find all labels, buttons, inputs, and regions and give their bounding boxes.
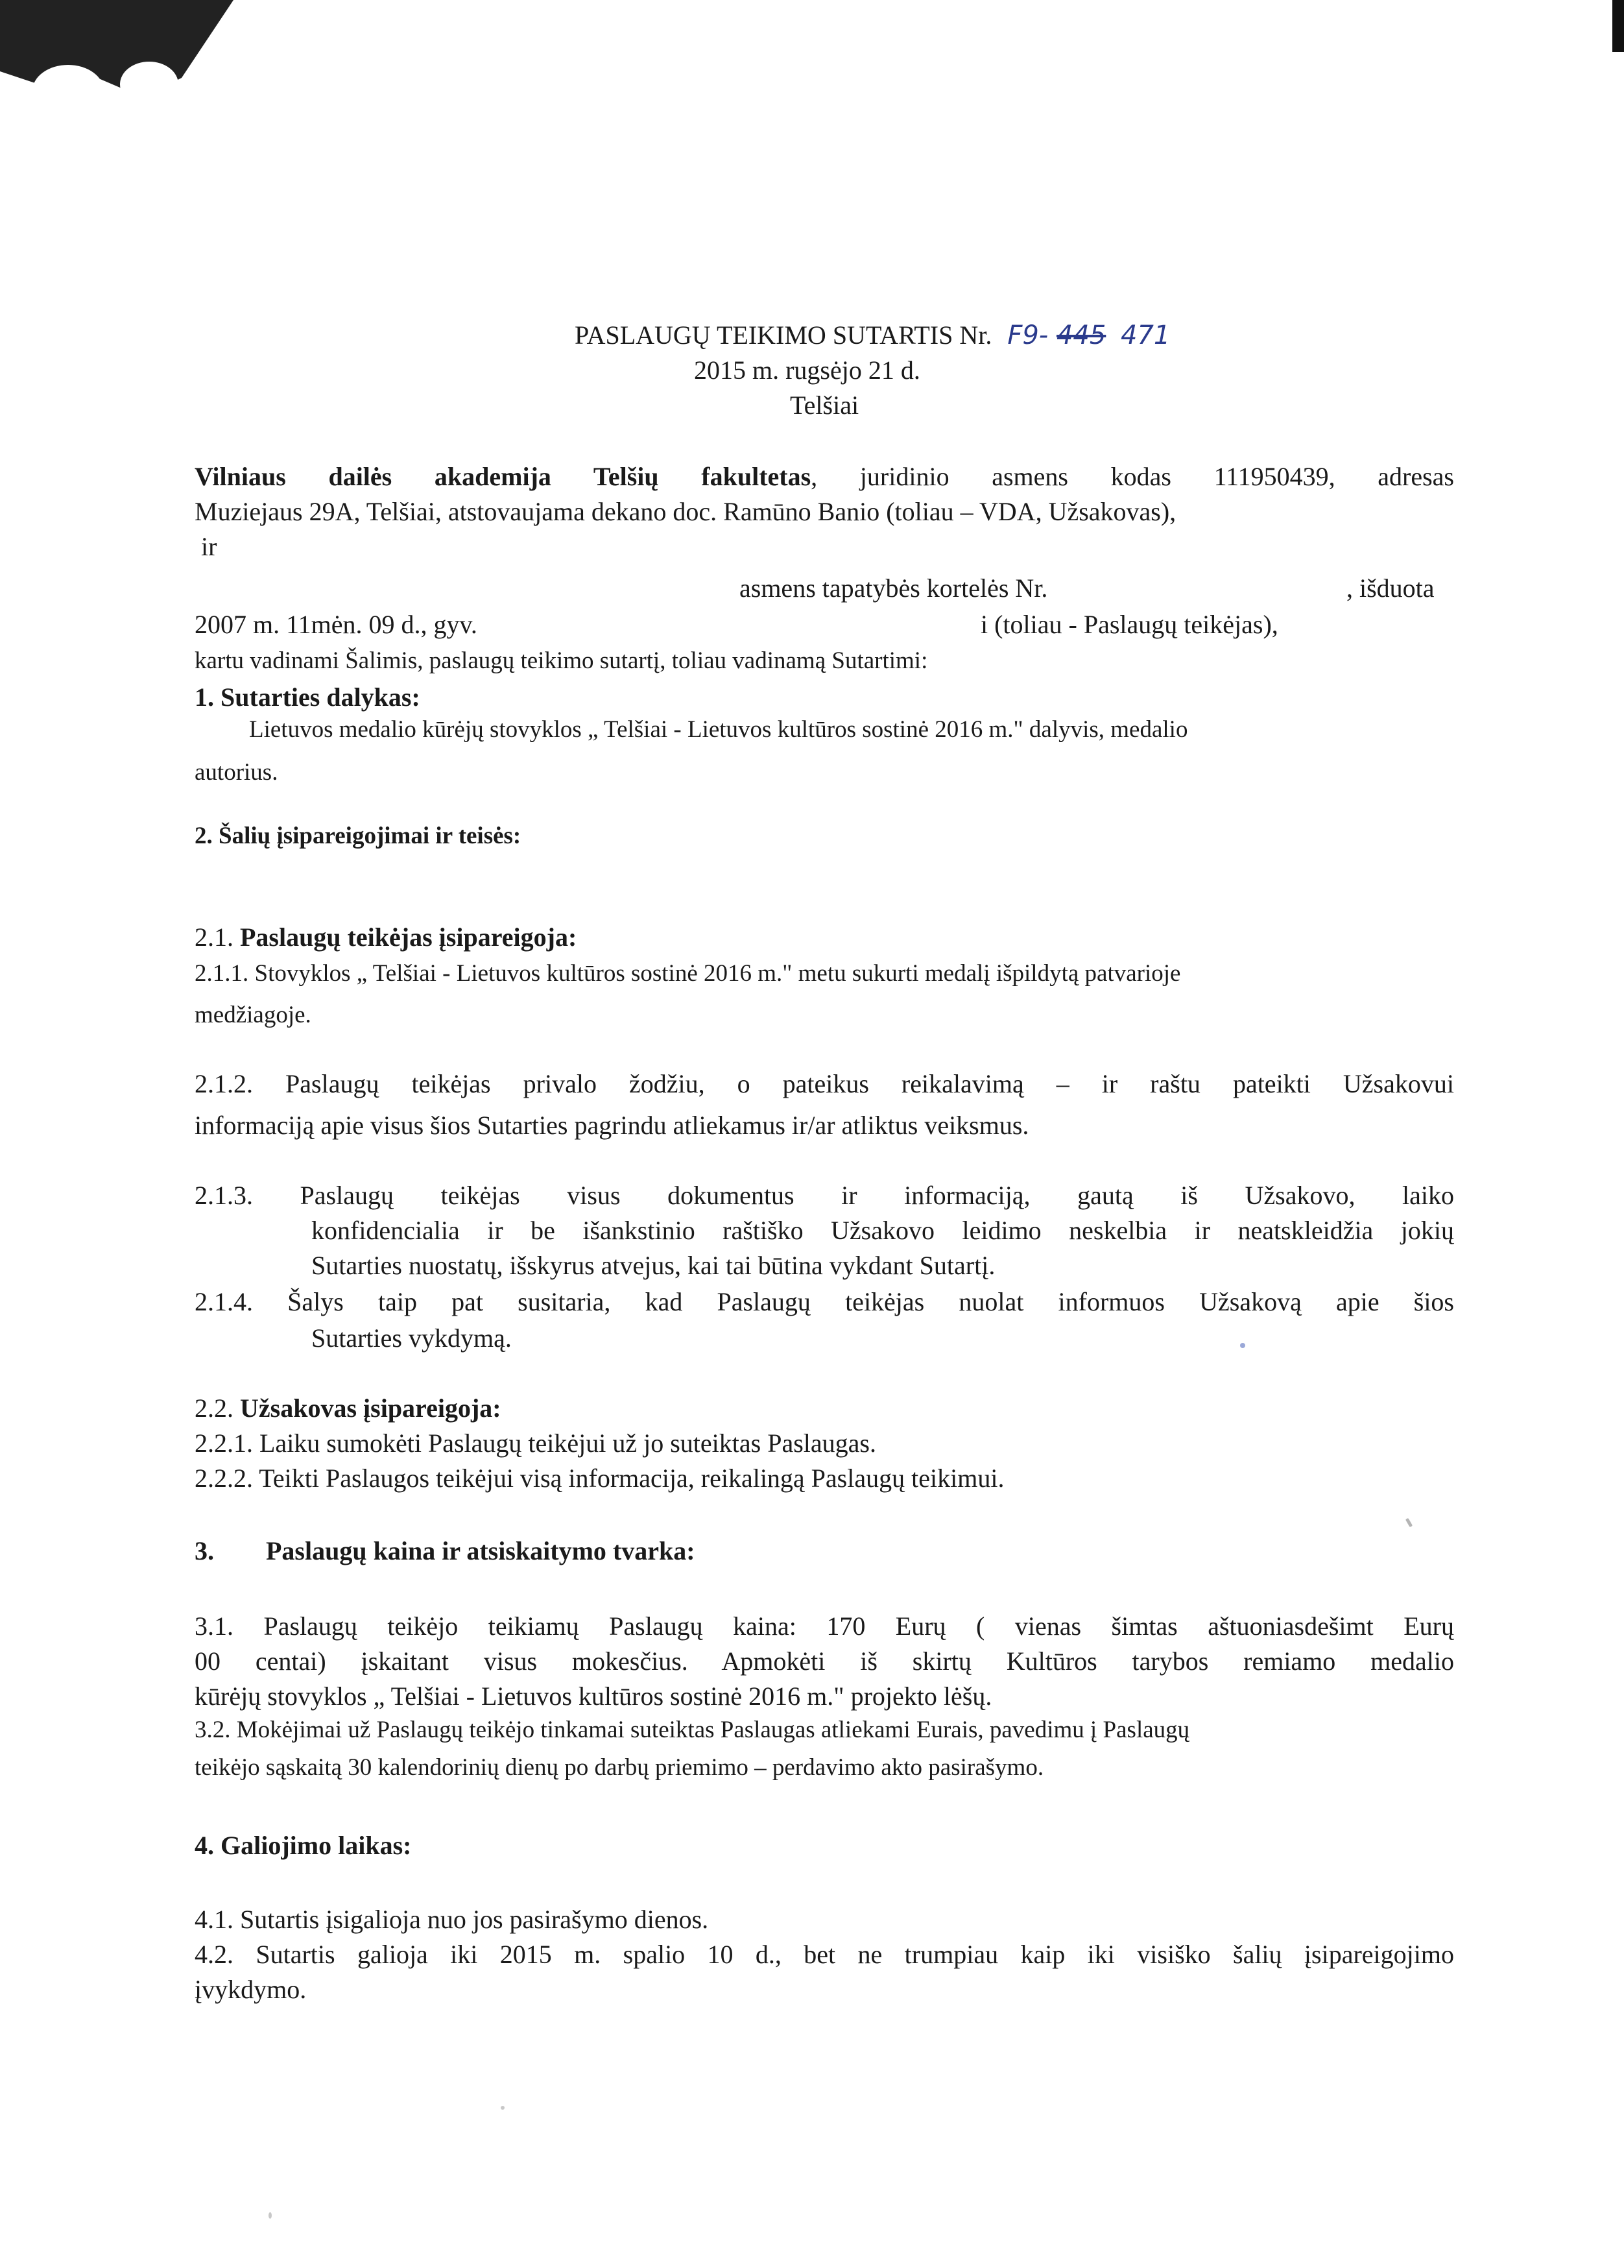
clause-3-1-line-2: 00 centai) įskaitant visus mokesčius. Apmokėti iš skirtų Kultūros tarybos remiamo medalio xyxy=(195,1647,1454,1676)
intro-line-5b: i (toliau - Paslaugų teikėjas), xyxy=(981,610,1278,639)
section-1-heading: 1. Sutarties dalykas: xyxy=(195,682,420,712)
intro-line-6: kartu vadinami Šalimis, paslaugų teikimo sutartį, toliau vadinamą Sutartimi: xyxy=(195,647,928,674)
clause-2-1-4-line-1: 2.1.4. Šalys taip pat susitaria, kad Paslaugų teikėjas nuolat informuos Užsakovą apie šios xyxy=(195,1287,1454,1316)
clause-4-2-line-2: įvykdymo. xyxy=(195,1975,307,2004)
contract-title: PASLAUGŲ TEIKIMO SUTARTIS Nr. F9- 445 471 xyxy=(575,320,1171,350)
clause-3-2-line-1: 3.2. Mokėjimai už Paslaugų teikėjo tinkamai suteiktas Paslaugas atliekami Eurais, pavedimu į Paslaugų xyxy=(195,1717,1190,1743)
section-2-1-heading: 2.1. Paslaugų teikėjas įsipareigoja: xyxy=(195,923,577,952)
clause-3-2-line-2: teikėjo sąskaitą 30 kalendorinių dienų po darbų priemimo – perdavimo akto pasirašymo. xyxy=(195,1754,1044,1781)
scan-speck xyxy=(1240,1343,1245,1348)
clause-2-1-2-line-1: 2.1.2. Paslaugų teikėjas privalo žodžiu, o pateikus reikalavimą – ir raštu pateikti Užsakovui xyxy=(195,1069,1454,1098)
clause-3-1-line-3: kūrėjų stovyklos „ Telšiai - Lietuvos kultūros sostinė 2016 m." projekto lėšų. xyxy=(195,1682,992,1711)
scan-corner-shadow xyxy=(0,0,233,117)
clause-2-2-1: 2.2.1. Laiku sumokėti Paslaugų teikėjui už jo suteiktas Paslaugas. xyxy=(195,1429,876,1458)
section-1-line-2: autorius. xyxy=(195,759,278,786)
clause-2-1-1-line-2: medžiagoje. xyxy=(195,1002,311,1028)
scan-speck xyxy=(501,2106,505,2110)
intro-line-4b: , išduota xyxy=(1346,573,1435,603)
clause-2-1-3-line-3: Sutarties nuostatų, išskyrus atvejus, kai tai būtina vykdant Sutartį. xyxy=(311,1251,996,1280)
clause-2-1-4-line-2: Sutarties vykdymą. xyxy=(311,1323,512,1353)
intro-line-3: ir xyxy=(201,532,217,561)
clause-2-1-3-line-2: konfidencialia ir be išankstinio raštiško Užsakovo leidimo neskelbia ir neatskleidžia jokių xyxy=(311,1216,1454,1245)
clause-2-1-2-line-2: informaciją apie visus šios Sutarties pagrindu atliekamus ir/ar atliktus veiksmus. xyxy=(195,1111,1029,1140)
contract-date: 2015 m. rugsėjo 21 d. xyxy=(694,356,920,385)
clause-2-1-1-line-1: 2.1.1. Stovyklos „ Telšiai - Lietuvos kultūros sostinė 2016 m." metu sukurti medalį išpildytą patvarioje xyxy=(195,960,1181,987)
section-3-heading: 3. Paslaugų kaina ir atsiskaitymo tvarka: xyxy=(195,1536,695,1565)
intro-line-5a: 2007 m. 11mėn. 09 d., gyv. xyxy=(195,610,477,639)
clause-4-1: 4.1. Sutartis įsigalioja nuo jos pasirašymo dienos. xyxy=(195,1905,709,1934)
intro-line-4a: asmens tapatybės kortelės Nr. xyxy=(739,573,1048,603)
section-1-line-1: Lietuvos medalio kūrėjų stovyklos „ Telšiai - Lietuvos kultūros sostinė 2016 m." dalyvis, medalio xyxy=(249,716,1188,743)
clause-2-2-2: 2.2.2. Teikti Paslaugos teikėjui visą informacija, reikalingą Paslaugų teikimui. xyxy=(195,1464,1005,1493)
scan-speck xyxy=(269,2212,272,2219)
section-2-heading: 2. Šalių įsipareigojimai ir teisės: xyxy=(195,823,521,849)
contract-place: Telšiai xyxy=(790,391,859,420)
clause-2-1-3-line-1: 2.1.3. Paslaugų teikėjas visus dokumentus ir informaciją, gautą iš Užsakovo, laiko xyxy=(195,1181,1454,1210)
clause-4-2-line-1: 4.2. Sutartis galioja iki 2015 m. spalio 10 d., bet ne trumpiau kaip iki visiško šalių įsipareigojimo xyxy=(195,1940,1454,1969)
intro-line-2: Muziejaus 29A, Telšiai, atstovaujama dekano doc. Ramūno Banio (toliau – VDA, Užsakovas), xyxy=(195,497,1176,526)
section-2-2-heading: 2.2. Užsakovas įsipareigoja: xyxy=(195,1393,501,1423)
scan-speck xyxy=(1405,1518,1413,1528)
clause-3-1-line-1: 3.1. Paslaugų teikėjo teikiamų Paslaugų kaina: 170 Eurų ( vienas šimtas aštuoniasdešimt Eurų xyxy=(195,1611,1454,1641)
section-4-heading: 4. Galiojimo laikas: xyxy=(195,1831,412,1860)
contract-number-handwritten: F9- 445 471 xyxy=(1007,320,1171,350)
scan-edge-mark xyxy=(1612,0,1624,52)
intro-line-1: Vilniaus dailės akademija Telšių fakultetas, juridinio asmens kodas 111950439, adresas xyxy=(195,462,1454,491)
